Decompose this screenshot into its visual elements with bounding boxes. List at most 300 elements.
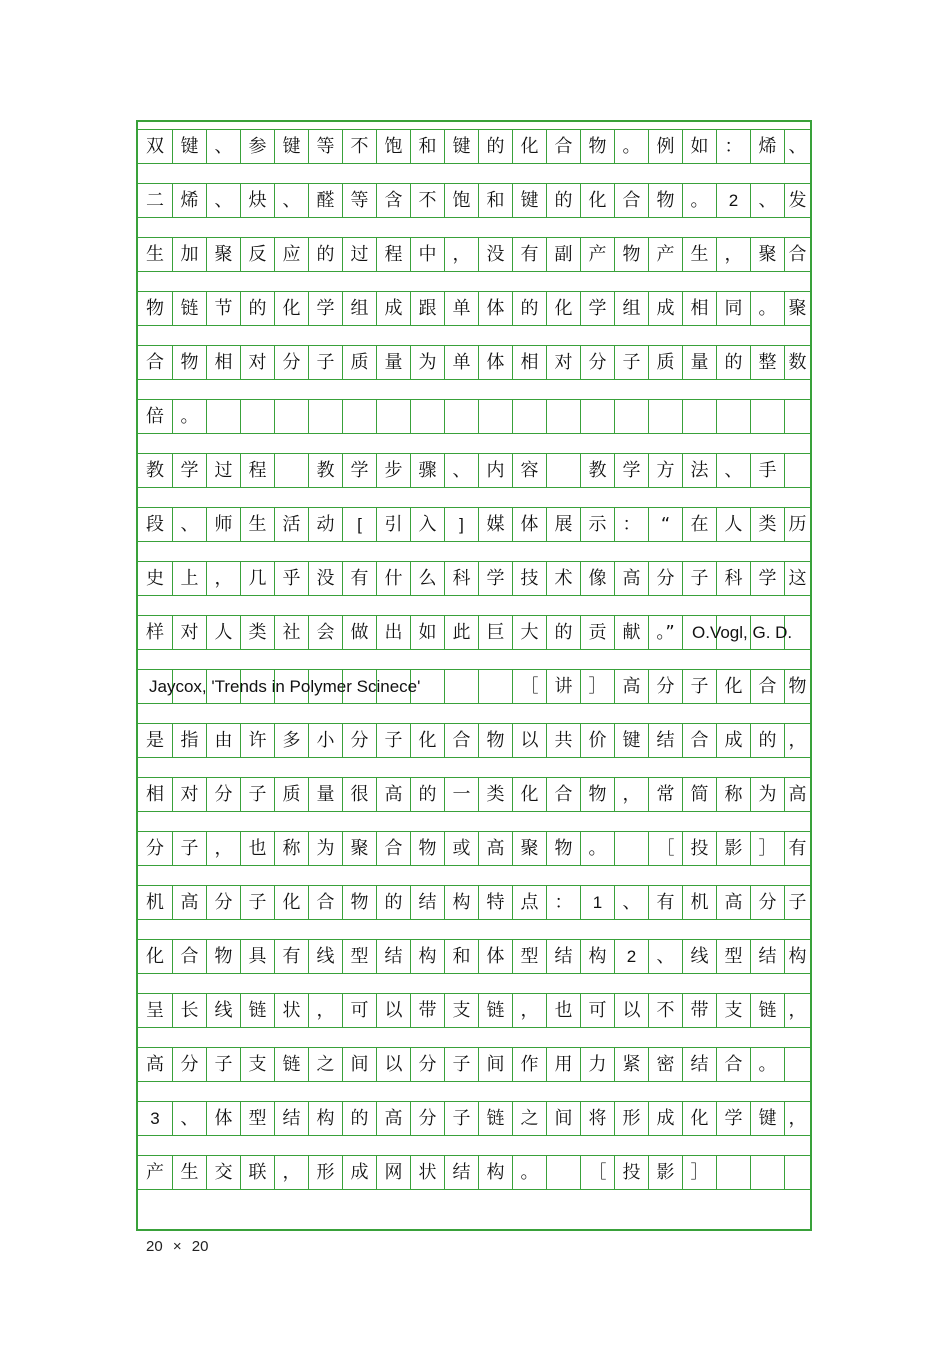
grid-cell: 、	[751, 184, 785, 217]
grid-cell: ，	[309, 994, 343, 1027]
grid-cell: 量	[309, 778, 343, 811]
grid-cell: 学	[343, 454, 377, 487]
grid-cell: 状	[275, 994, 309, 1027]
grid-cell: 间	[479, 1048, 513, 1081]
grid-cell: 分	[275, 346, 309, 379]
grid-gap-row	[138, 217, 810, 238]
grid-cell: 像	[581, 562, 615, 595]
grid-row	[138, 1156, 810, 1189]
grid-cell: 活	[275, 508, 309, 541]
grid-cell: 结	[445, 1156, 479, 1189]
grid-gap-row	[138, 433, 810, 454]
grid-cell: 量	[683, 346, 717, 379]
grid-cell: 有	[275, 940, 309, 973]
grid-cell: 么	[411, 562, 445, 595]
grid-cell	[547, 400, 581, 433]
grid-cell: 的	[309, 238, 343, 271]
grid-cell: 烯	[751, 130, 785, 163]
grid-cell: 。	[615, 130, 649, 163]
grid-cell: 聚	[788, 297, 807, 319]
grid-gap-row	[138, 865, 810, 886]
grid-gap-row	[138, 973, 810, 994]
grid-cell: 高	[173, 886, 207, 919]
grid-cell: 键	[513, 184, 547, 217]
grid-cell: 对	[241, 346, 275, 379]
grid-cell: 投	[615, 1156, 649, 1189]
grid-cell: 的	[717, 346, 751, 379]
grid-cell: 的	[479, 130, 513, 163]
grid-cell: ，	[445, 238, 479, 271]
grid-row	[138, 994, 810, 1027]
grid-cell: 键	[173, 130, 207, 163]
grid-cell: 学	[173, 454, 207, 487]
grid-cell: 由	[207, 724, 241, 757]
grid-cell: 组	[615, 292, 649, 325]
grid-cell: 中	[411, 238, 445, 271]
grid-cell: 步	[377, 454, 411, 487]
grid-cell: 应	[275, 238, 309, 271]
grid-cell: 有	[788, 837, 807, 859]
grid-cell: 科	[445, 562, 479, 595]
grid-cell: 相	[683, 292, 717, 325]
grid-cell: 高	[138, 1048, 173, 1081]
grid-cell: ，	[788, 1107, 807, 1129]
grid-rows-count: 20	[146, 1238, 163, 1255]
grid-cell: 结	[751, 940, 785, 973]
grid-cell: 。	[173, 400, 207, 433]
grid-cell	[547, 454, 581, 487]
grid-gap-row	[138, 649, 810, 670]
grid-gap-row	[138, 325, 810, 346]
grid-cell: 分	[411, 1102, 445, 1135]
grid-cell: 可	[581, 994, 615, 1027]
grid-cell: 动	[309, 508, 343, 541]
grid-gap-row	[138, 379, 810, 400]
grid-cell: 化	[275, 292, 309, 325]
grid-cell: 分	[207, 778, 241, 811]
grid-cell	[683, 400, 717, 433]
grid-cell: ，	[788, 729, 807, 751]
grid-cell: 产	[649, 238, 683, 271]
grid-cell: 技	[513, 562, 547, 595]
grid-cell: 献	[615, 616, 649, 649]
grid-cell: 。	[751, 1048, 785, 1081]
grid-cell: 这	[788, 567, 807, 589]
grid-cell: 相	[138, 778, 173, 811]
grid-cell: 以	[377, 994, 411, 1027]
grid-cell: 物	[788, 675, 807, 697]
grid-cell: 子	[788, 891, 807, 913]
grid-cell: 类	[479, 778, 513, 811]
grid-cell: 构	[309, 1102, 343, 1135]
grid-cell: 聚	[513, 832, 547, 865]
grid-cell: 分	[138, 832, 173, 865]
grid-row	[138, 832, 810, 865]
grid-cell: “	[649, 508, 683, 541]
grid-cell: [	[343, 508, 377, 541]
grid-cell: 子	[445, 1048, 479, 1081]
grid-cell: 学	[615, 454, 649, 487]
grid-cell: 副	[547, 238, 581, 271]
grid-cell	[717, 1156, 751, 1189]
grid-cell: 化	[513, 130, 547, 163]
grid-cell: 体	[479, 940, 513, 973]
grid-cell: 交	[207, 1156, 241, 1189]
grid-cell: 质	[275, 778, 309, 811]
grid-cell: 子	[309, 346, 343, 379]
grid-cell: 师	[207, 508, 241, 541]
grid-cell: 、	[275, 184, 309, 217]
grid-row	[138, 1102, 810, 1135]
grid-cell: 有	[343, 562, 377, 595]
grid-cell: 之	[309, 1048, 343, 1081]
grid-gap-row	[138, 487, 810, 508]
grid-cell: 对	[547, 346, 581, 379]
grid-row	[138, 1048, 810, 1081]
grid-cell: 构	[479, 1156, 513, 1189]
grid-cell	[411, 400, 445, 433]
grid-cell: 、	[207, 130, 241, 163]
grid-cell: 双	[138, 130, 173, 163]
grid-cell: 形	[309, 1156, 343, 1189]
grid-cell: 状	[411, 1156, 445, 1189]
grid-cell: 机	[683, 886, 717, 919]
grid-cell: 键	[275, 130, 309, 163]
grid-cell: ，	[207, 562, 241, 595]
grid-cell: 高	[479, 832, 513, 865]
grid-cell: 没	[309, 562, 343, 595]
grid-cell: 容	[513, 454, 547, 487]
grid-cell	[241, 400, 275, 433]
grid-cell: 巨	[479, 616, 513, 649]
grid-cell: 史	[138, 562, 173, 595]
grid-cell: 对	[173, 616, 207, 649]
grid-cell: 物	[615, 238, 649, 271]
grid-cell: 结	[649, 724, 683, 757]
grid-cell: 过	[207, 454, 241, 487]
grid-cell: 紧	[615, 1048, 649, 1081]
grid-cell: 点	[513, 886, 547, 919]
grid-cell: 醛	[309, 184, 343, 217]
grid-cell: 物	[581, 778, 615, 811]
grid-cell: 体	[479, 292, 513, 325]
grid-cell: 投	[683, 832, 717, 865]
grid-cell: 共	[547, 724, 581, 757]
grid-cell: 分	[581, 346, 615, 379]
grid-cell: 学	[309, 292, 343, 325]
grid-cell: 生	[683, 238, 717, 271]
grid-cell: 高	[615, 670, 649, 703]
grid-cell: 很	[343, 778, 377, 811]
grid-cell	[581, 400, 615, 433]
grid-cell: 手	[751, 454, 785, 487]
grid-cell: ：	[615, 508, 649, 541]
grid-gap-row	[138, 1081, 810, 1102]
grid-cell: 可	[343, 994, 377, 1027]
grid-cell: 单	[445, 346, 479, 379]
grid-cell: 不	[649, 994, 683, 1027]
grid-cell: 不	[411, 184, 445, 217]
grid-cell: 物	[207, 940, 241, 973]
grid-cell: 简	[683, 778, 717, 811]
grid-cell: 支	[241, 1048, 275, 1081]
grid-cell: 二	[138, 184, 173, 217]
grid-cell: 物	[343, 886, 377, 919]
grid-cell: 教	[581, 454, 615, 487]
grid-cell: 链	[241, 994, 275, 1027]
grid-cell: 此	[445, 616, 479, 649]
grid-cell: 几	[241, 562, 275, 595]
grid-cell: 也	[241, 832, 275, 865]
grid-cell: ］	[581, 670, 615, 703]
grid-cell: 人	[717, 508, 751, 541]
grid-cell: 用	[547, 1048, 581, 1081]
grid-cell: 没	[479, 238, 513, 271]
grid-cell: 单	[445, 292, 479, 325]
grid-cell: 价	[581, 724, 615, 757]
grid-cell: 常	[649, 778, 683, 811]
grid-cell: 子	[241, 886, 275, 919]
grid-gap-row	[138, 1027, 810, 1048]
grid-row	[138, 184, 810, 217]
grid-cell: 高	[377, 778, 411, 811]
grid-cell: 聚	[207, 238, 241, 271]
grid-cell: 分	[207, 886, 241, 919]
grid-cell: ：	[717, 130, 751, 163]
grid-cell: 贡	[581, 616, 615, 649]
grid-cell: 等	[343, 184, 377, 217]
grid-cell: 教	[309, 454, 343, 487]
grid-cell: 数	[788, 351, 807, 373]
grid-cell: 机	[138, 886, 173, 919]
grid-cell: 为	[309, 832, 343, 865]
grid-cell: 构	[581, 940, 615, 973]
grid-cell: 生	[241, 508, 275, 541]
grid-cell: 物	[173, 346, 207, 379]
grid-cell: 多	[275, 724, 309, 757]
grid-cell: 什	[377, 562, 411, 595]
grid-cell: 物	[411, 832, 445, 865]
grid-cell: 间	[343, 1048, 377, 1081]
grid-size-footer	[146, 1238, 208, 1255]
grid-cell: 如	[683, 130, 717, 163]
grid-cell: 入	[411, 508, 445, 541]
grid-cell: 的	[241, 292, 275, 325]
grid-cell: 型	[717, 940, 751, 973]
grid-cell: 分	[649, 562, 683, 595]
grid-row	[138, 454, 810, 487]
grid-cell: 上	[173, 562, 207, 595]
grid-cell: 组	[343, 292, 377, 325]
grid-cell: 合	[683, 724, 717, 757]
grid-cell: ［	[581, 1156, 615, 1189]
grid-cell: 倍	[138, 400, 173, 433]
grid-cell	[479, 400, 513, 433]
grid-cell: 分	[173, 1048, 207, 1081]
grid-cell: 的	[513, 292, 547, 325]
grid-cell: 线	[207, 994, 241, 1027]
grid-cell: 作	[513, 1048, 547, 1081]
grid-cell: 结	[547, 940, 581, 973]
grid-cell: 链	[751, 994, 785, 1027]
grid-cell: 键	[445, 130, 479, 163]
grid-cell: 相	[513, 346, 547, 379]
grid-row	[138, 346, 810, 379]
grid-cell: 量	[377, 346, 411, 379]
grid-cell: 指	[173, 724, 207, 757]
citation-title: Jaycox, 'Trends in Polymer Scinece'	[149, 677, 421, 696]
grid-gap-row	[138, 595, 810, 616]
grid-cell: 子	[241, 778, 275, 811]
grid-cell	[615, 400, 649, 433]
grid-cell: 链	[479, 1102, 513, 1135]
grid-cell	[479, 670, 513, 703]
grid-cell: 具	[241, 940, 275, 973]
grid-cell: 讲	[547, 670, 581, 703]
grid-cell	[377, 400, 411, 433]
grid-cell: 合	[547, 130, 581, 163]
grid-cell: 合	[377, 832, 411, 865]
grid-cell: 出	[377, 616, 411, 649]
grid-cell: 体	[479, 346, 513, 379]
grid-cell	[785, 1048, 810, 1081]
grid-cell: 结	[411, 886, 445, 919]
grid-cell: 聚	[751, 238, 785, 271]
grid-cell	[547, 1156, 581, 1189]
grid-cell: 法	[683, 454, 717, 487]
grid-cols-count: 20	[191, 1238, 209, 1255]
grid-row	[138, 562, 810, 595]
grid-cell: 节	[207, 292, 241, 325]
grid-cell: 体	[207, 1102, 241, 1135]
grid-cell: 合	[138, 346, 173, 379]
grid-cell: 学	[751, 562, 785, 595]
grid-cell: 子	[207, 1048, 241, 1081]
grid-cell: 。	[581, 832, 615, 865]
grid-row	[138, 724, 810, 757]
grid-cell: 类	[241, 616, 275, 649]
grid-cell: 子	[173, 832, 207, 865]
grid-cell: 会	[309, 616, 343, 649]
grid-cell: 化	[547, 292, 581, 325]
grid-cell: 或	[445, 832, 479, 865]
grid-cell: 合	[445, 724, 479, 757]
grid-cell: 线	[309, 940, 343, 973]
grid-cell: 有	[649, 886, 683, 919]
grid-cell: 支	[717, 994, 751, 1027]
grid-cell: ，	[207, 832, 241, 865]
grid-cell: 1	[581, 886, 615, 919]
grid-cell: 化	[138, 940, 173, 973]
grid-cell: 分	[411, 1048, 445, 1081]
grid-cell: 称	[275, 832, 309, 865]
grid-cell: 的	[547, 184, 581, 217]
grid-cell: 物	[581, 130, 615, 163]
grid-cell	[615, 832, 649, 865]
grid-cell: 合	[547, 778, 581, 811]
grid-gap-row	[138, 163, 810, 184]
grid-cell: 、	[173, 508, 207, 541]
grid-cell	[309, 400, 343, 433]
grid-cell: 聚	[343, 832, 377, 865]
grid-cell: 在	[683, 508, 717, 541]
grid-cell: 化	[513, 778, 547, 811]
grid-cell: ：	[547, 886, 581, 919]
grid-cell	[343, 400, 377, 433]
grid-cell: 的	[343, 1102, 377, 1135]
grid-cell: 方	[649, 454, 683, 487]
grid-cell: 质	[343, 346, 377, 379]
grid-cell: 型	[343, 940, 377, 973]
grid-cell: 骤	[411, 454, 445, 487]
grid-cell: 子	[683, 562, 717, 595]
grid-cell: 和	[479, 184, 513, 217]
grid-cell: 力	[581, 1048, 615, 1081]
grid-cell: 、	[207, 184, 241, 217]
grid-cell	[751, 1156, 785, 1189]
grid-cell: ］	[683, 1156, 717, 1189]
grid-row	[138, 508, 810, 541]
grid-cell: 影	[717, 832, 751, 865]
grid-cell: 结	[683, 1048, 717, 1081]
grid-cell: 程	[241, 454, 275, 487]
grid-cell: ］	[751, 832, 785, 865]
grid-cell: 学	[581, 292, 615, 325]
grid-cell	[785, 1156, 810, 1189]
grid-cell: 许	[241, 724, 275, 757]
grid-row	[138, 292, 810, 325]
grid-cell: 产	[581, 238, 615, 271]
grid-cell: 饱	[377, 130, 411, 163]
grid-cell: 子	[445, 1102, 479, 1135]
grid-cell: 和	[411, 130, 445, 163]
grid-row	[138, 940, 810, 973]
grid-cell: 以	[615, 994, 649, 1027]
grid-cell: 例	[649, 130, 683, 163]
grid-cell	[207, 400, 241, 433]
grid-cell: 、	[173, 1102, 207, 1135]
grid-cell: 做	[343, 616, 377, 649]
grid-cell: 3	[138, 1102, 173, 1135]
grid-cell: 社	[275, 616, 309, 649]
grid-cell: 科	[717, 562, 751, 595]
grid-cell: 的	[377, 886, 411, 919]
grid-cell: 链	[275, 1048, 309, 1081]
grid-cell: 生	[138, 238, 173, 271]
grid-cell: 分	[649, 670, 683, 703]
grid-cell: 教	[138, 454, 173, 487]
grid-cell: 间	[547, 1102, 581, 1135]
grid-cell: 的	[411, 778, 445, 811]
grid-cell: 引	[377, 508, 411, 541]
grid-cell: 一	[445, 778, 479, 811]
grid-cell: 、	[788, 135, 807, 157]
grid-cell: 以	[513, 724, 547, 757]
times-symbol: ×	[172, 1238, 182, 1255]
grid-cell: 过	[343, 238, 377, 271]
grid-cell: 2	[615, 940, 649, 973]
grid-cell: ]	[445, 508, 479, 541]
grid-cell: 化	[275, 886, 309, 919]
grid-cell: 链	[479, 994, 513, 1027]
grid-gap-row	[138, 541, 810, 562]
grid-row	[138, 778, 810, 811]
grid-cell: ［	[649, 832, 683, 865]
grid-cell: 和	[445, 940, 479, 973]
grid-cell: 。	[513, 1156, 547, 1189]
grid-cell: 以	[377, 1048, 411, 1081]
grid-cell	[649, 400, 683, 433]
